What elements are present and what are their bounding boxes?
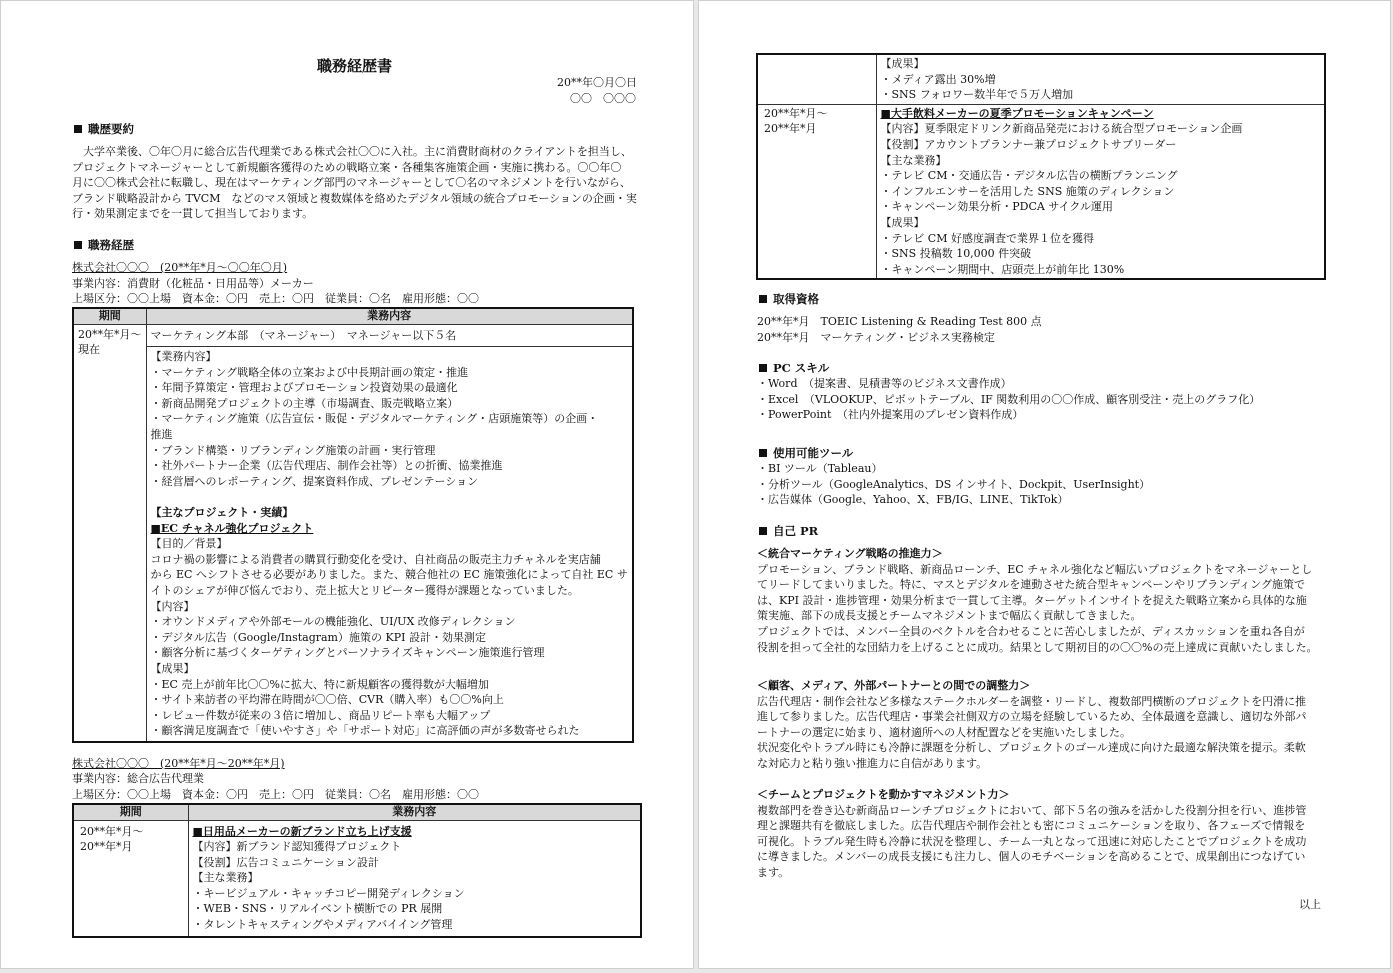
qualifications-list	[757, 314, 1042, 345]
project-line: 【役割】広告コミュニケーション設計	[192, 855, 379, 869]
project-line: ・キャンペーン期間中、店頭売上が前年比 130%	[880, 262, 1125, 276]
project-title: ■大手飲料メーカーの夏季プロモーションキャンペーン	[880, 106, 1154, 120]
project-line: ・SNS フォロワー数半年で５万人増加	[880, 88, 1074, 102]
pr-line: 策実施、部下の成長支援とチームマネジメントまで幅広く貢献してきました。	[757, 609, 1142, 623]
qualifications-heading	[759, 292, 819, 307]
pr-line: ます。	[757, 865, 790, 879]
column-header-period: 期間	[73, 308, 146, 324]
duty-line: ・新商品開発プロジェクトの主導（市場調査、販売戦略立案）	[150, 396, 459, 410]
table-header-row	[73, 308, 633, 324]
pr-section	[757, 678, 1307, 772]
project-line: ・サイト来訪者の平均滞在時間が〇〇倍、CVR（購入率）も〇〇%向上	[150, 693, 504, 707]
list-item: 20**年*月 マーケティング・ビジネス実務検定	[757, 330, 995, 344]
project-line: ・オウンドメディアや外部モールの機能強化、UI/UX 改修ディレクション	[150, 615, 516, 629]
pr-line: 進して参りました。広告代理店・事業会社側双方の立場を経験しているため、全体最適を意識し、適切な外部パ	[757, 710, 1307, 724]
pr-line: は、KPI 設計・進捗管理・効果分析まで一貫して主導。ターゲットインサイトを捉えた戦略立案から具体的な施	[757, 593, 1307, 607]
pr-section	[757, 546, 1317, 655]
duty-line: 推進	[150, 428, 173, 442]
history-heading	[74, 238, 134, 253]
pr-line: 状況変化やトラブル時にも冷静に課題を分析し、プロジェクトのゴール達成に向けた最適な解決策を提示。柔軟	[757, 741, 1306, 755]
pr-line: 役割を担って全社的な団結力を上げることに成功。結果として期初目的の〇〇%の売上達成に貢献いたしました。	[757, 640, 1318, 654]
project-line: 【成果】	[880, 215, 925, 229]
list-item: ・Excel （VLOOKUP、ピボットテーブル、IF 関数利用の〇〇作成、顧客別受注・売上のグラフ化）	[757, 392, 1261, 406]
project-title: ■日用品メーカーの新ブランド立ち上げ支援	[192, 824, 412, 838]
project-line: コロナ禍の影響による消費者の購買行動変化を受け、自社商品の販売主力チャネルを実店舗	[150, 552, 601, 566]
pr-line: 広告代理店・制作会社など多様なステークホルダーを調整・リードし、複数部門横断のプロジェクトを円滑に推	[757, 694, 1307, 708]
author-name: 〇〇 〇〇〇	[570, 92, 636, 105]
summary-line: 大学卒業後、〇年〇月に総合広告代理業である株式会社〇〇に入社。主に消費財商材のクライアントを担当し、	[72, 145, 632, 158]
project-line: ・レビュー件数が従来の３倍に増加し、商品リピート率も大幅アップ	[150, 708, 491, 722]
history-heading-text: 職務経歴	[88, 238, 134, 252]
company1-duties-table	[72, 307, 634, 743]
list-item: ・分析ツール（GoogleAnalytics、DS インサイト、Dockpit、UserInsight）	[757, 477, 1151, 491]
project-line: ・WEB・SNS・リアルイベント横断での PR 展開	[192, 902, 443, 916]
list-item: ・PowerPoint （社内外提案用のプレゼン資料作成）	[757, 408, 1024, 422]
pr-heading-text: 自己 PR	[773, 524, 819, 538]
department-text: マーケティング本部 （マネージャー） マネージャー以下５名	[150, 328, 457, 342]
project-title: ■EC チャネル強化プロジェクト	[150, 521, 314, 535]
period-line: 現在	[78, 343, 100, 357]
project-line: 【内容】夏季限定ドリンク新商品発売における統合型プロモーション企画	[880, 122, 1243, 136]
document-title: 職務経歴書	[317, 57, 393, 75]
summary-line: 月に〇〇株式会社に転職し、現在はマーケティング部門のマネージャーとして〇名のマネジメントを行いながら、	[72, 176, 631, 190]
pr-line: 複数部門を巻き込む新商品ローンチプロジェクトにおいて、部下５名の強みを活かした役割分担を行い、進捗管	[757, 803, 1307, 817]
project-line: 【目的／背景】	[150, 537, 228, 551]
company2-name: 株式会社〇〇〇 (20**年*月～20**年*月)	[72, 757, 285, 770]
list-item: ・Word （提案書、見積書等のビジネス文書作成）	[757, 377, 1012, 390]
company2-business: 事業内容：総合広告代理業	[72, 772, 204, 785]
bullet-square-icon	[74, 125, 82, 133]
column-header-period: 期間	[73, 804, 188, 820]
project-line: 【内容】	[150, 599, 195, 613]
company2-listing: 上場区分：〇〇上場 資本金：〇円 売上：〇円 従業員：〇名 雇用形態：〇〇	[72, 788, 479, 801]
closing-text: 以上	[1299, 898, 1321, 911]
pr-section-title: ＜顧客、メディア、外部パートナーとの間での調整力＞	[757, 679, 1031, 692]
column-header-duties: 業務内容	[188, 804, 641, 820]
projects-heading: 【主なプロジェクト・実績】	[150, 506, 294, 520]
summary-line: ブランド戦略設計から TVCM などのマス領域と複数媒体を絡めたデジタル領域の統合プロモーションの企画・実	[72, 191, 637, 205]
summary-paragraph	[72, 144, 637, 222]
period-line: 20**年*月～	[78, 327, 142, 341]
pr-line: 理と課題共有を徹底しました。広告代理店や制作会社とも密にコミュニケーションを取り、各フェーズで情報を	[757, 819, 1306, 833]
list-item: 20**年*月 TOEIC Listening & Reading Test 800 点	[757, 315, 1042, 328]
bullet-square-icon	[759, 295, 767, 303]
project-line: ・タレントキャスティングやメディアバイイング管理	[192, 918, 453, 932]
period-line: 20**年*月～	[80, 824, 144, 838]
pr-section	[757, 787, 1306, 881]
period-line: 20**年*月	[80, 840, 133, 854]
duty-line: 【業務内容】	[150, 350, 217, 364]
project-line: イトのシェアが伸び悩んでおり、売上拡大とリピーター獲得が課題となっていました。	[150, 584, 579, 597]
period-cell	[757, 104, 876, 279]
company2-duties-table-continued	[756, 53, 1326, 280]
project-line: 【成果】	[880, 57, 925, 70]
table-row	[73, 324, 633, 347]
pr-line: プロジェクトでは、メンバー全員のベクトルを合わせることに苦心しましたが、ディスカッションを重ね各自が	[757, 624, 1305, 638]
period-line: 20**年*月	[764, 122, 817, 136]
period-cell	[73, 324, 146, 742]
document-page-2	[698, 0, 1391, 969]
pr-heading	[759, 524, 818, 539]
project-line: 【主な業務】	[192, 871, 259, 885]
pr-line: に導きました。メンバーの成長支援にも注力し、個人のモチベーションを高めることで、成果創出につなげてい	[757, 850, 1306, 864]
pr-section-title: ＜統合マーケティング戦略の推進力＞	[757, 547, 943, 560]
company1-listing: 上場区分：〇〇上場 資本金：〇円 売上：〇円 従業員：〇名 雇用形態：〇〇	[72, 292, 479, 305]
project-line: ・キャンペーン効果分析・PDCA サイクル運用	[880, 200, 1114, 214]
project-line: ・テレビ CM 好感度調査で業界１位を獲得	[880, 231, 1094, 245]
project-line: ・インフルエンサーを活用した SNS 施策のディレクション	[880, 184, 1175, 198]
project-line: ・デジタル広告（Google/Instagram）施策の KPI 設計・効果測定	[150, 630, 486, 644]
tools-heading	[759, 446, 853, 461]
document-page-1	[0, 0, 694, 969]
project-line: ・SNS 投稿数 10,000 件突破	[880, 247, 1032, 261]
project-line: ・テレビ CM・交通広告・デジタル広告の横断プランニング	[880, 169, 1178, 183]
period-cell	[757, 54, 876, 104]
project-line: から EC へシフトさせる必要がありました。また、競合他社の EC 施策強化によって自社 EC サ	[150, 568, 628, 582]
pc-skills-list	[757, 376, 1260, 423]
project-line: 【内容】新ブランド認知獲得プロジェクト	[192, 840, 402, 854]
summary-heading	[74, 122, 134, 137]
pc-skills-heading-text: PC スキル	[773, 361, 830, 375]
bullet-square-icon	[759, 527, 767, 535]
pr-line: な対応力と粘り強い推進力に自信があります。	[757, 756, 988, 770]
pr-line: プロモーション、ブランド戦略、新商品ローンチ、EC チャネル強化など幅広いプロジェクトをマネージャーとし	[757, 562, 1313, 576]
project-line: 【主な業務】	[880, 153, 947, 167]
tools-heading-text: 使用可能ツール	[773, 446, 854, 460]
duty-line: ・経営層へのレポーティング、提案資料作成、プレゼンテーション	[150, 474, 479, 488]
summary-line: プロジェクトマネージャーとして新規顧客獲得のための戦略立案・各種集客施策企画・実施に携わる。〇〇年〇	[72, 160, 622, 174]
document-date: 20**年〇月〇日	[557, 76, 637, 89]
column-header-duties: 業務内容	[146, 308, 633, 324]
table-row	[73, 347, 633, 742]
pr-line: てリードしてまいりました。特に、マスとデジタルを連動させた統合型キャンペーンやリブランディング施策で	[757, 578, 1306, 592]
table-row	[73, 820, 641, 937]
bullet-square-icon	[759, 364, 767, 372]
duty-line: ・マーケティング施策（広告宣伝・販促・デジタルマーケティング・店頭施策等）の企画・	[150, 412, 599, 426]
list-item: ・広告媒体（Google、Yahoo、X、FB/IG、LINE、TikTok）	[757, 493, 1069, 507]
table-row	[757, 54, 1325, 104]
table-header-row	[73, 804, 641, 820]
project-line: 【成果】	[150, 661, 195, 675]
pr-section-title: ＜チームとプロジェクトを動かすマネジメント力＞	[757, 788, 1010, 801]
list-item: ・BI ツール（Tableau）	[757, 462, 883, 475]
project-line: ・顧客満足度調査で「使いやすさ」や「サポート対応」に高評価の声が多数寄せられた	[150, 724, 580, 738]
duty-line: ・マーケティング戦略全体の立案および中長期計画の策定・推進	[150, 365, 469, 379]
duty-line: ・社外パートナー企業（広告代理店、制作会社等）との折衝、協業推進	[150, 459, 503, 473]
pr-line: ートナーの選定に始まり、適材適所への人材配置などを実施いたしました。	[757, 725, 1131, 739]
pc-skills-heading	[759, 361, 829, 376]
table-row	[757, 104, 1325, 279]
summary-line: 行・効果測定までを一貫して担当しております。	[72, 207, 314, 221]
company1-name: 株式会社〇〇〇 (20**年*月～〇〇年〇月)	[72, 261, 288, 274]
duty-line: ・ブランド構築・リブランディング施策の計画・実行管理	[150, 443, 436, 457]
project-line: ・EC 売上が前年比〇〇%に拡大、特に新規顧客の獲得数が大幅増加	[150, 677, 489, 691]
department-cell	[146, 324, 633, 347]
period-line: 20**年*月～	[764, 106, 828, 120]
tools-list	[757, 461, 1150, 508]
duties-cell	[876, 54, 1325, 104]
project-line: 【役割】アカウントプランナー兼プロジェクトサブリーダー	[880, 137, 1177, 151]
project-line: ・メディア露出 30%増	[880, 72, 996, 86]
summary-heading-text: 職歴要約	[88, 122, 134, 136]
pr-line: 可視化。トラブル発生時も冷静に状況を整理し、チーム一丸となって迅速に対応したことでプロジェクトを成功	[757, 834, 1307, 848]
duty-line: ・年間予算策定・管理およびプロモーション投資効果の最適化	[150, 381, 458, 395]
project-line: ・キービジュアル・キャッチコピー開発ディレクション	[192, 886, 465, 900]
duties-cell	[146, 347, 633, 742]
duties-cell	[876, 104, 1325, 279]
duties-cell	[188, 820, 641, 937]
bullet-square-icon	[74, 241, 82, 249]
bullet-square-icon	[759, 449, 767, 457]
period-cell	[73, 820, 188, 937]
project-line: ・顧客分析に基づくターゲティングとパーソナライズキャンペーン施策進行管理	[150, 646, 545, 660]
company2-duties-table	[72, 803, 642, 938]
company1-business: 事業内容：消費財（化粧品・日用品等）メーカー	[72, 277, 314, 290]
qualifications-heading-text: 取得資格	[773, 292, 819, 306]
